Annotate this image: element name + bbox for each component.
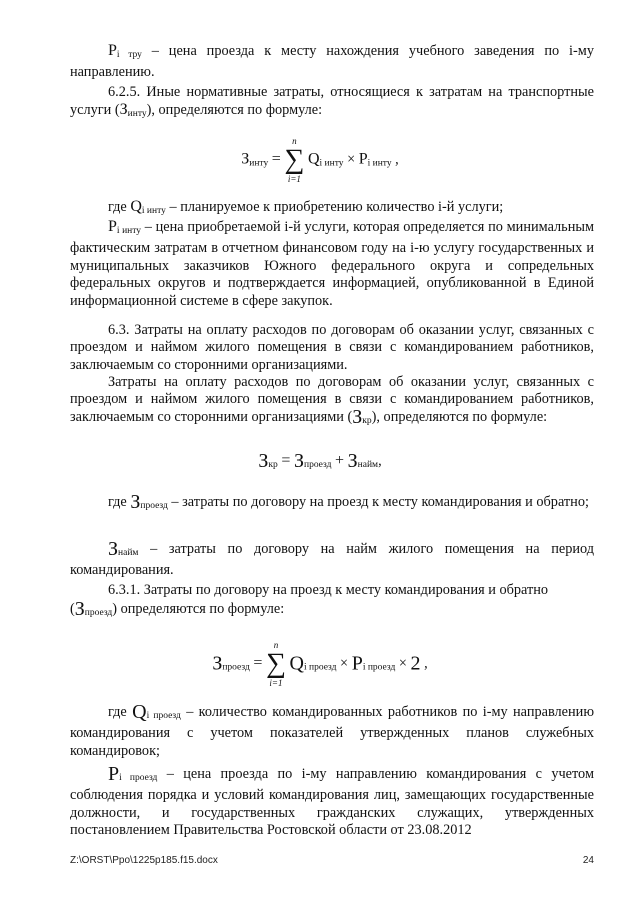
sum-upper-limit: n bbox=[292, 136, 297, 146]
equals-sign: = bbox=[253, 654, 263, 672]
subscript: найм bbox=[357, 460, 379, 470]
formula-b: З bbox=[347, 450, 358, 472]
sum-operator bbox=[266, 640, 286, 688]
formula-intu bbox=[0, 136, 640, 184]
para-text: – цена приобретаемой i-й услуги, которая определяется по минимальным фактическим затратам в отчетном финансовом году на i-ю услугу государственных и муниципальных заказчиков Южного федерального округа и сопредельных федеральных округов и подтверждается информацией, опубликованной в Единой информационной системе в сфере закупок. bbox=[70, 219, 595, 309]
subscript: i тру bbox=[116, 50, 142, 60]
sum-upper-limit: n bbox=[273, 640, 279, 650]
times-sign: × bbox=[398, 655, 407, 672]
para-z-naim bbox=[70, 538, 594, 580]
subscript: i проезд bbox=[362, 662, 396, 673]
subscript: инту bbox=[127, 109, 147, 120]
para-p-intu bbox=[70, 218, 594, 310]
symbol: З bbox=[119, 101, 128, 119]
open-paren: ( bbox=[70, 601, 75, 617]
formula-p: P bbox=[351, 652, 363, 675]
equals-sign: = bbox=[281, 452, 291, 469]
plus-sign: + bbox=[335, 452, 345, 469]
lead-word: где bbox=[108, 199, 127, 215]
para-text: – планируемое к приобретению количество i-й услуги; bbox=[169, 199, 504, 215]
times-sign: × bbox=[340, 655, 349, 672]
subscript: проезд bbox=[84, 608, 113, 618]
para-zatraty-kr bbox=[70, 374, 594, 430]
para-text: ) определяются по формуле: bbox=[112, 601, 285, 617]
symbol: З bbox=[130, 491, 141, 513]
times-sign: × bbox=[347, 151, 356, 168]
para-text: – затраты по договору на найм жилого помещения на период командирования. bbox=[70, 541, 594, 579]
page-number: 24 bbox=[582, 855, 594, 866]
formula-end: , bbox=[378, 453, 382, 469]
formula-lhs: З bbox=[212, 652, 223, 675]
subscript: кр bbox=[362, 415, 372, 426]
footer-file-path: Z:\ORST\Ppo\1225p185.f15.docx bbox=[70, 855, 218, 866]
subscript: проезд bbox=[222, 662, 250, 673]
para-p-proezd bbox=[70, 763, 594, 840]
subscript: i инту bbox=[319, 158, 344, 169]
formula-kr bbox=[0, 450, 640, 473]
subscript: проезд bbox=[303, 460, 332, 470]
equals-sign: = bbox=[271, 150, 281, 168]
subscript: i проезд bbox=[146, 711, 181, 721]
sigma-sign: ∑ bbox=[265, 648, 286, 679]
formula-proezd bbox=[0, 640, 640, 688]
subscript: i инту bbox=[116, 226, 142, 236]
para-p-tru bbox=[70, 42, 594, 82]
para-6-2-5: 6.2.5. Иные нормативные затраты, относящиеся к затратам на транспортные услуги $(З_{инту})$, определяются по формуле: bbox=[70, 84, 594, 120]
symbol: P bbox=[108, 218, 117, 235]
sum-lower-limit: i=1 bbox=[269, 678, 283, 688]
para-text: Затраты на оплату расходов по договорам об оказании услуг, связанных с проездом и наймом жилого помещения в связи с командированием работников, заключаемым со сторонними организациями ( bbox=[70, 374, 594, 425]
symbol: Q bbox=[130, 198, 142, 215]
subscript: кр bbox=[268, 460, 278, 470]
subscript: найм bbox=[118, 548, 139, 558]
formula-q: Q bbox=[307, 150, 320, 168]
sum-operator bbox=[284, 136, 304, 184]
formula-lhs: З bbox=[258, 450, 269, 472]
symbol: P bbox=[108, 42, 117, 59]
para-z-proezd bbox=[70, 491, 594, 515]
para-text: – цена проезда по i-му направлению командирования с учетом соблюдения порядка и условий командирования лиц, замещающих государственные должности, и государственных гражданских служащих, утвержденных постановлением Правительства Ростовской области от 23.08.2012 bbox=[70, 766, 594, 839]
symbol: P bbox=[108, 763, 120, 785]
formula-end: , bbox=[424, 655, 428, 672]
para-z-proezd-formula-intro bbox=[70, 598, 594, 622]
para-6-3-1 bbox=[70, 582, 594, 599]
formula-p: P bbox=[358, 150, 368, 168]
para-q-proezd bbox=[70, 701, 595, 760]
para-text: ), определяются по формуле: bbox=[371, 408, 548, 425]
para-text: 6.3. Затраты на оплату расходов по договорам об оказании услуг, связанных с проездом и наймом жилого помещения в связи с командированием работников, заключаемым со сторонними организациями. bbox=[70, 322, 594, 373]
para-text: , определяются по формуле: bbox=[151, 102, 323, 119]
sum-lower-limit: i=1 bbox=[287, 174, 301, 184]
para-text: – цена проезда к месту нахождения учебного заведения по i-му направлению. bbox=[70, 43, 594, 81]
formula-end: , bbox=[395, 151, 399, 168]
subscript: инту bbox=[249, 158, 269, 169]
subscript: проезд bbox=[140, 501, 168, 511]
formula-two: 2 bbox=[410, 652, 421, 675]
para-6-3 bbox=[70, 322, 594, 374]
subscript: i инту bbox=[141, 206, 166, 216]
symbol: Q bbox=[132, 701, 147, 723]
symbol: З bbox=[352, 405, 363, 428]
para-text: – затраты по договору на проезд к месту командирования и обратно; bbox=[171, 494, 589, 510]
para-text: – количество командированных работников по i-му направлению командирования с учетом показателей утвержденных планов служебных командировок; bbox=[70, 704, 595, 759]
symbol: З bbox=[74, 598, 85, 620]
formula-a: З bbox=[293, 450, 304, 472]
lead-word: где bbox=[108, 704, 127, 720]
symbol: З bbox=[108, 538, 119, 560]
subscript: i проезд bbox=[119, 773, 158, 783]
lead-word: где bbox=[108, 494, 127, 510]
formula-q: Q bbox=[289, 652, 304, 675]
subscript: i проезд bbox=[303, 662, 337, 673]
sigma-sign: ∑ bbox=[284, 144, 305, 175]
para-text: 6.3.1. Затраты по договору на проезд к месту командирования и обратно bbox=[108, 582, 549, 598]
para-text: 6.2.5. Иные нормативные затраты, относящиеся к затратам на транспортные услуги bbox=[70, 84, 594, 119]
formula-lhs: З bbox=[241, 150, 250, 168]
subscript: i инту bbox=[367, 158, 392, 169]
